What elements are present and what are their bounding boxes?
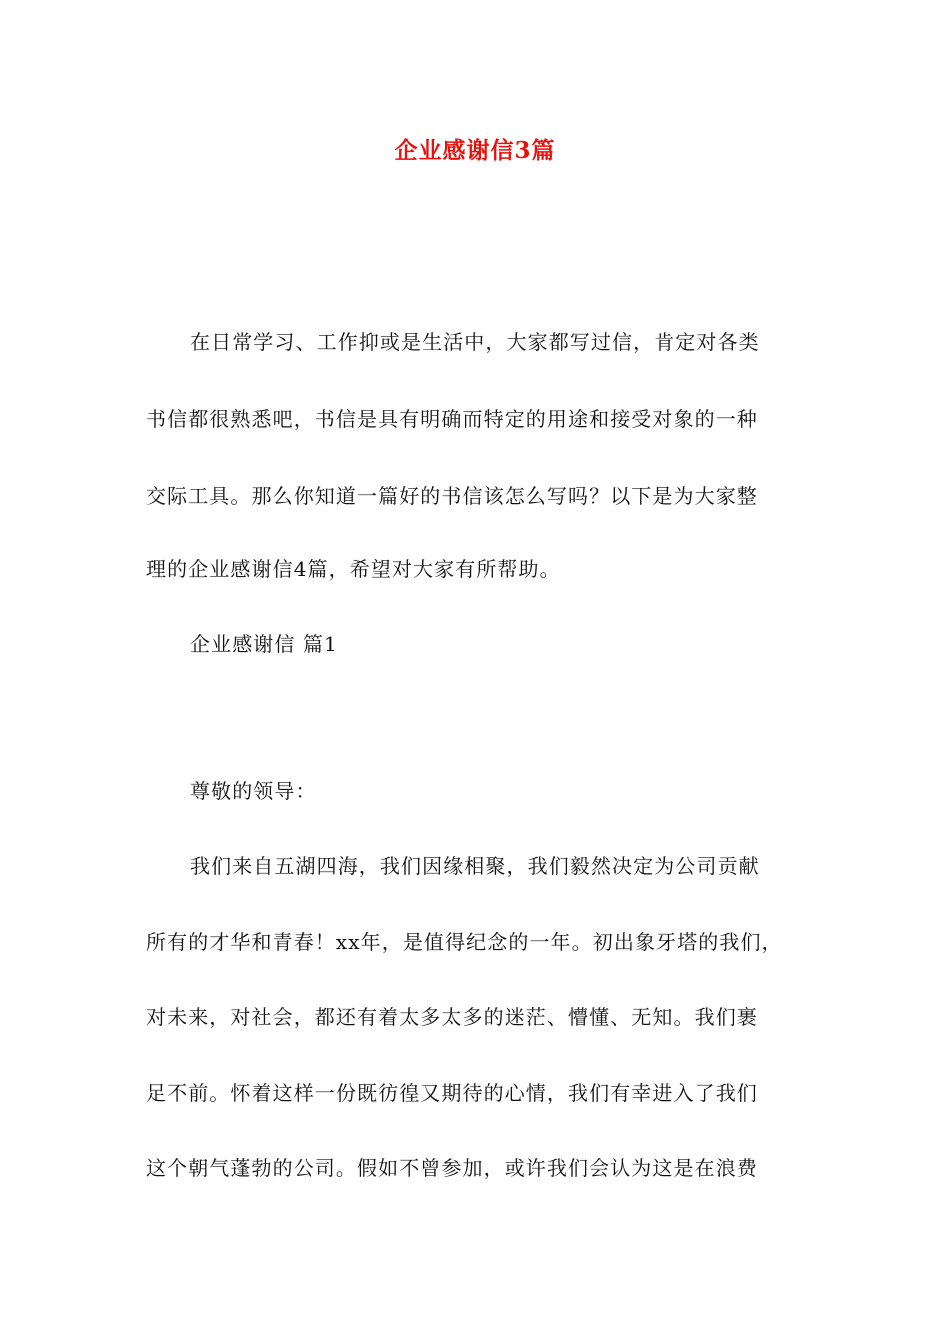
paragraph-line: 所有的才华和青春！xx年，是值得纪念的一年。初出象牙塔的我们， (146, 930, 783, 954)
paragraph-line: 足不前。怀着这样一份既彷徨又期待的心情，我们有幸进入了我们 (146, 1081, 758, 1105)
paragraph-line: 书信都很熟悉吧，书信是具有明确而特定的用途和接受对象的一种 (146, 407, 758, 431)
paragraph-line: 交际工具。那么你知道一篇好的书信该怎么写吗？以下是为大家整 (146, 484, 758, 508)
salutation: 尊敬的领导： (190, 779, 317, 803)
paragraph-line: 我们来自五湖四海，我们因缘相聚，我们毅然决定为公司贡献 (190, 854, 760, 878)
paragraph-line: 对未来，对社会，都还有着太多太多的迷茫、懵懂、无知。我们裹 (146, 1005, 758, 1029)
paragraph-line: 这个朝气蓬勃的公司。假如不曾参加，或许我们会认为这是在浪费 (146, 1156, 758, 1180)
paragraph-line: 理的企业感谢信4篇，希望对大家有所帮助。 (146, 557, 561, 581)
paragraph-line: 在日常学习、工作抑或是生活中，大家都写过信，肯定对各类 (190, 330, 760, 354)
document-title: 企业感谢信3篇 (394, 137, 556, 164)
section-heading: 企业感谢信 篇1 (190, 632, 338, 656)
